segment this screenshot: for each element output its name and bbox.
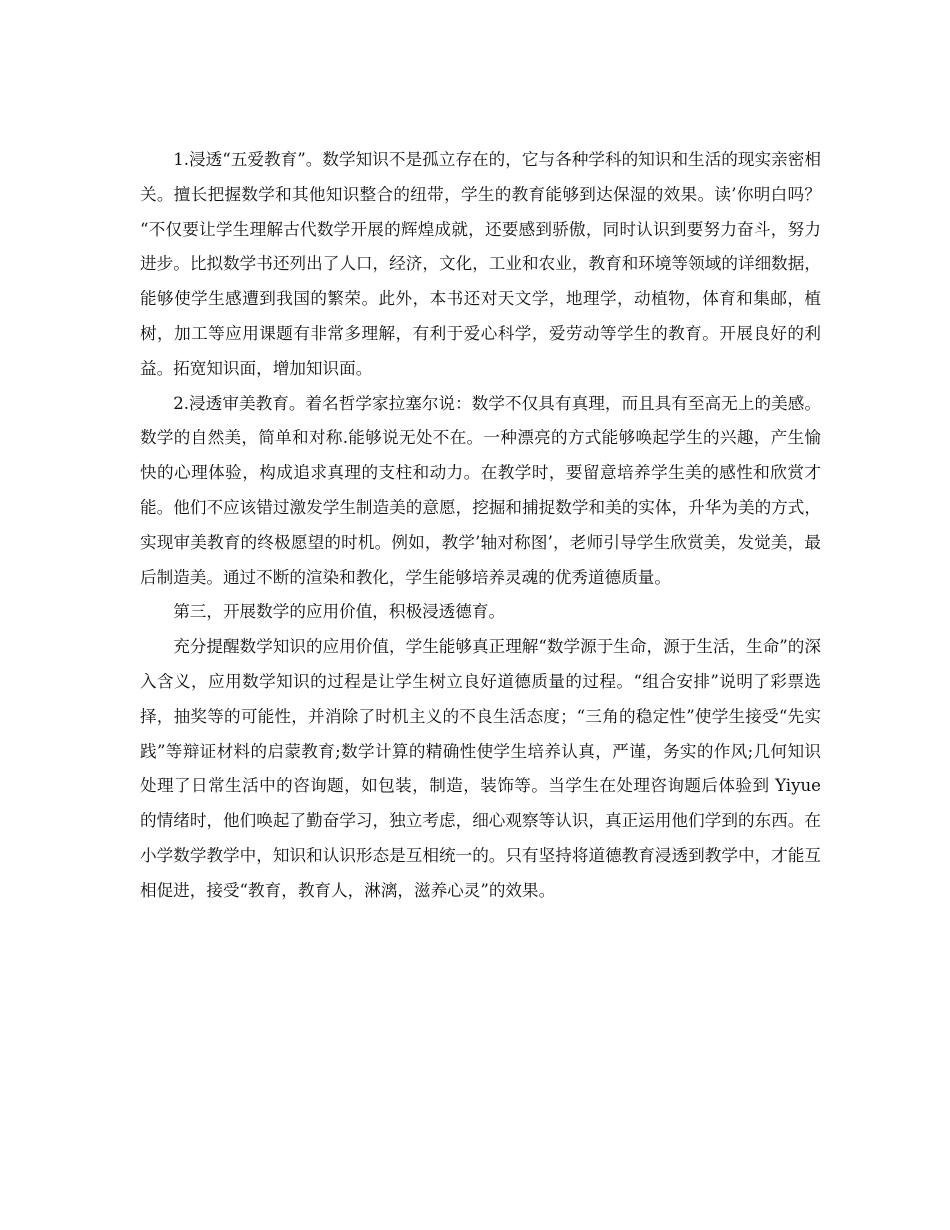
paragraph-section-three-heading: 第三，开展数学的应用价值，积极浸透德育。 <box>173 602 506 622</box>
paragraph-aesthetic-education: 2.浸透审美教育。着名哲学家拉塞尔说：数学不仅具有真理，而且具有至高无上的美感。数学的自然美，简单和对称.能够说无处不在。一种漂亮的方式能够唤起学生的兴趣，产生愉快的心理体验，构成追求真理的支柱和动力。在教学时，要留意培养学生美的感性和欣赏才能。他们不应该错过激发学生制造美的意愿，挖掘和捕捉数学和美的实体，升华为美的方式，实现审美教育的终极愿望的时机。例如，教学’轴对称图’，老师引导学生欣赏美，发觉美，最后制造美。通过不断的渲染和教化，学生能够培养灵魂的优秀道德质量。 <box>140 393 821 587</box>
paragraph-application-value: 充分提醒数学知识的应用价值，学生能够真正理解“数学源于生命，源于生活，生命”的深入含义，应用数学知识的过程是让学生树立良好道德质量的过程。“组合安排”说明了彩票选择，抽奖等的可能性，并消除了时机主义的不良生活态度；“三角的稳定性”使学生接受“先实践”等辩证材料的启蒙教育;数学计算的精确性使学生培养认真，严谨，务实的作风;几何知识处理了日常生活中的咨询题，如包装，制造，装饰等。当学生在处理咨询题后体验到 Yiyue 的情绪时，他们唤起了勤奋学习，独立考虑，细心观察等认识，真正运用他们学到的东西。在小学数学教学中，知识和认识形态是互相统一的。只有坚持将道德教育浸透到教学中，才能互相促进，接受“教育，教育人，淋漓，滋养心灵”的效果。 <box>140 637 821 900</box>
paragraph-five-loves-education: 1.浸透“五爱教育”。数学知识不是孤立存在的，它与各种学科的知识和生活的现实亲密相关。擅长把握数学和其他知识整合的纽带，学生的教育能够到达保湿的效果。读’你明白吗？ “不仅要让学生理解古代数学开展的辉煌成就，还要感到骄傲，同时认识到要努力奋斗，努力进步。比拟数学书还列出了人口，经济，文化，工业和农业，教育和环境等领域的详细数据，能够使学生感遭到我国的繁荣。此外，本书还对天文学，地理学，动植物，体育和集邮，植树，加工等应用课题有非常多理解，有利于爱心科学，爱劳动等学生的教育。开展良好的利益。拓宽知识面，增加知识面。 <box>140 150 821 378</box>
document-body <box>140 143 821 909</box>
